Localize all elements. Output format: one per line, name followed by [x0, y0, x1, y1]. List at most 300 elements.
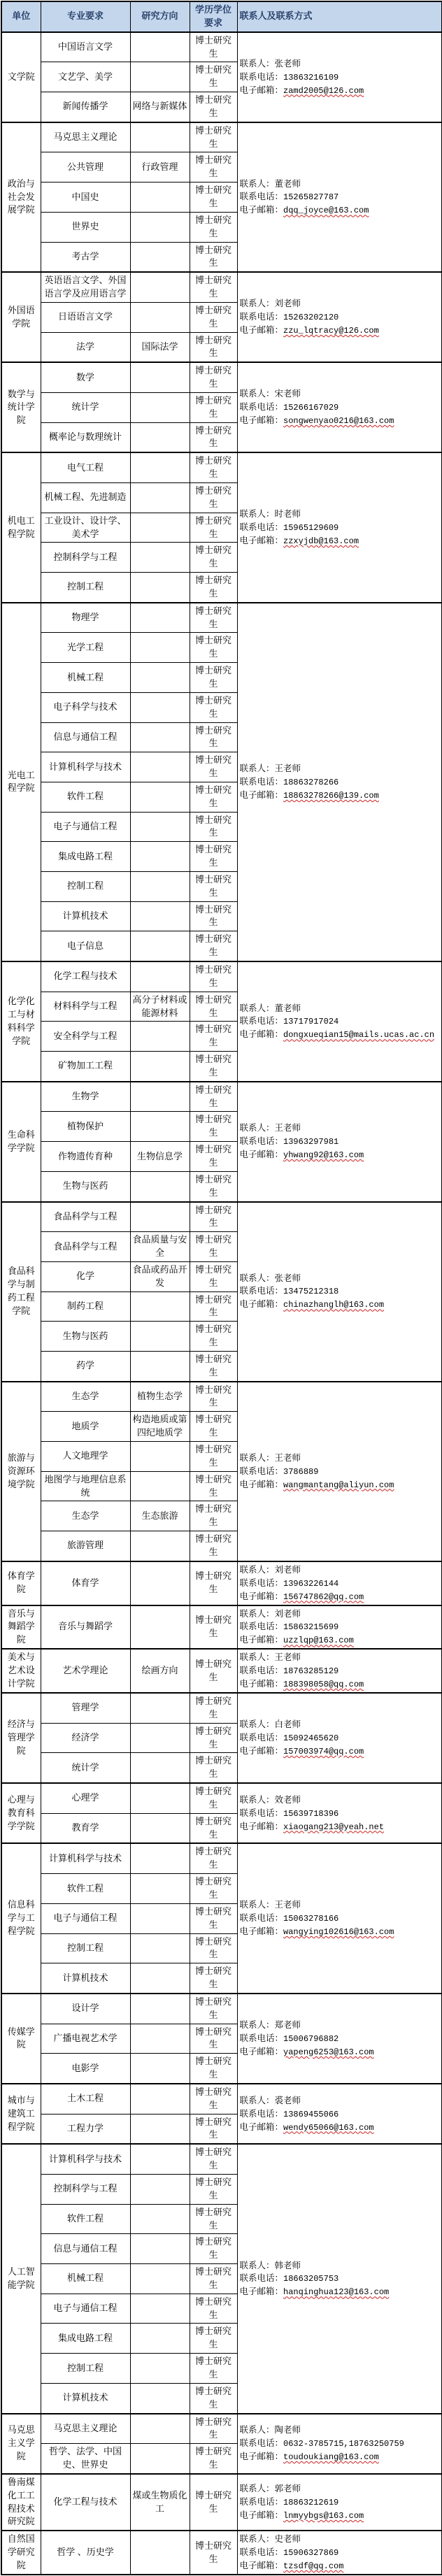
direction-cell [130, 1903, 190, 1933]
major-cell: 控制工程 [41, 871, 130, 901]
contact-label: 联系电话： [239, 402, 284, 413]
contact-label: 联系电话： [239, 1466, 284, 1476]
degree-cell: 博士研究生 [190, 1649, 237, 1693]
contact-label: 联系电话： [239, 1286, 284, 1296]
contact-line [240, 1807, 440, 1820]
contact-label: 电子邮箱： [239, 1821, 284, 1831]
degree-cell: 博士研究生 [190, 122, 237, 152]
degree-cell: 博士研究生 [190, 722, 237, 752]
contact-line [240, 2032, 440, 2045]
direction-cell [130, 1171, 190, 1201]
contact-email: dongxueqian15@mails.ucas.ac.cn [283, 1030, 435, 1040]
contact-cell [237, 2144, 442, 2413]
degree-cell: 博士研究生 [190, 272, 237, 302]
college-name-cell: 光电工程学院 [1, 603, 41, 961]
contact-line [240, 2259, 440, 2273]
college-name-cell: 体育学院 [1, 1561, 41, 1605]
contact-line [240, 1272, 440, 1285]
direction-cell [130, 901, 190, 931]
contact-line [240, 534, 440, 548]
direction-cell [130, 1471, 190, 1501]
direction-cell [130, 752, 190, 782]
contact-line [240, 1731, 440, 1745]
degree-cell: 博士研究生 [190, 603, 237, 633]
direction-cell [130, 2204, 190, 2234]
direction-cell: 绘画方向 [130, 1649, 190, 1693]
major-cell: 教育学 [41, 1813, 130, 1843]
degree-cell: 博士研究生 [190, 2264, 237, 2294]
contact-label: 电子邮箱： [239, 535, 284, 545]
major-cell: 安全科学与工程 [41, 1022, 130, 1052]
major-cell: 作物遗传育种 [41, 1142, 130, 1172]
contact-person: 张老师 [274, 1273, 301, 1283]
table-row [1, 1561, 442, 1605]
contact-line [240, 1608, 440, 1621]
direction-cell [130, 871, 190, 901]
contact-phone: 15092465620 [283, 1733, 339, 1743]
contact-phone: 15266167029 [283, 403, 339, 413]
direction-cell [130, 543, 190, 573]
degree-cell: 博士研究生 [190, 1994, 237, 2024]
contact-line [240, 1820, 440, 1833]
major-cell: 计算机科学与技术 [41, 2144, 130, 2174]
contact-email: chinazhanglh@163.com [283, 1300, 385, 1310]
college-name-cell: 机电工程学院 [1, 452, 41, 602]
major-cell: 控制科学与工程 [41, 543, 130, 573]
direction-cell [130, 931, 190, 961]
direction-cell [130, 2324, 190, 2354]
contact-line [240, 1564, 440, 1577]
table-row [1, 2144, 442, 2174]
direction-cell [130, 32, 190, 62]
degree-cell: 博士研究生 [190, 1933, 237, 1963]
degree-cell: 博士研究生 [190, 901, 237, 931]
college-name-cell: 化学化工与材料科学学院 [1, 961, 41, 1082]
contact-label: 联系人： [239, 178, 275, 189]
contact-label: 电子邮箱： [239, 415, 284, 426]
contact-email: lnmyybgs@163.com [283, 2510, 364, 2521]
contact-cell [237, 32, 442, 122]
table-row [1, 1082, 442, 1112]
direction-cell [130, 483, 190, 513]
contact-person: 白老师 [274, 1719, 301, 1730]
direction-cell [130, 362, 190, 392]
direction-cell [130, 272, 190, 302]
major-cell: 法学 [41, 332, 130, 362]
major-cell: 日语语言文学 [41, 302, 130, 332]
degree-cell: 博士研究生 [190, 32, 237, 62]
contact-line [240, 2272, 440, 2285]
contact-label: 电子邮箱： [239, 1745, 284, 1756]
contact-cell [237, 1202, 442, 1382]
major-cell: 旅游管理 [41, 1531, 130, 1561]
direction-cell [130, 2354, 190, 2384]
contact-phone: 15006796882 [283, 2033, 339, 2044]
contact-line [240, 401, 440, 414]
contact-line [240, 1912, 440, 1925]
major-cell: 中国史 [41, 183, 130, 213]
major-cell: 控制工程 [41, 1933, 130, 1963]
major-cell: 电子与通信工程 [41, 812, 130, 842]
contact-line [240, 2509, 440, 2522]
degree-cell: 博士研究生 [190, 92, 237, 122]
contact-line [240, 1478, 440, 1491]
major-cell: 土木工程 [41, 2084, 130, 2114]
major-cell: 考古学 [41, 242, 130, 272]
degree-cell: 博士研究生 [190, 422, 237, 452]
direction-cell [130, 573, 190, 603]
contact-line [240, 1590, 440, 1603]
degree-cell: 博士研究生 [190, 1112, 237, 1142]
contact-line [240, 2496, 440, 2509]
degree-cell: 博士研究生 [190, 1753, 237, 1783]
header-cell-contact: 联系人及联系方式 [237, 1, 442, 32]
contact-person: 刘老师 [274, 1608, 301, 1619]
college-name-cell: 政治与社会发展学院 [1, 122, 41, 272]
contact-label: 联系电话： [239, 1666, 284, 1675]
contact-line [240, 1677, 440, 1691]
degree-cell: 博士研究生 [190, 752, 237, 782]
contact-line [240, 2094, 440, 2108]
contact-label: 电子邮箱： [239, 205, 284, 215]
contact-label: 联系电话： [239, 2033, 284, 2043]
degree-cell: 博士研究生 [190, 1531, 237, 1561]
major-cell: 化学工程与技术 [41, 961, 130, 992]
contact-person: 刘老师 [274, 299, 301, 309]
contact-person: 王老师 [274, 1900, 301, 1910]
major-cell: 计算机技术 [41, 901, 130, 931]
contact-label: 电子邮箱： [239, 2046, 284, 2056]
degree-cell: 博士研究生 [190, 2234, 237, 2264]
contact-phone: 18863212619 [283, 2497, 339, 2507]
major-cell: 化学工程与技术 [41, 2474, 130, 2531]
degree-cell: 博士研究生 [190, 1142, 237, 1172]
major-cell: 工业设计、设计学、美术学 [41, 513, 130, 543]
degree-cell: 博士研究生 [190, 573, 237, 603]
contact-cell [237, 961, 442, 1082]
direction-cell [130, 692, 190, 722]
direction-cell [130, 1783, 190, 1813]
degree-cell: 博士研究生 [190, 812, 237, 842]
contact-label: 联系人： [239, 2095, 275, 2105]
direction-cell [130, 2414, 190, 2444]
contact-line [240, 1148, 440, 1161]
contact-label: 联系人： [239, 509, 275, 520]
direction-cell: 煤或生物质化工 [130, 2474, 190, 2531]
direction-cell [130, 1813, 190, 1843]
degree-cell: 博士研究生 [190, 1561, 237, 1605]
contact-line [240, 2108, 440, 2121]
contact-phone: 15965129609 [283, 522, 339, 533]
direction-cell: 行政管理 [130, 152, 190, 183]
major-cell: 制药工程 [41, 1291, 130, 1322]
contact-line [240, 1633, 440, 1647]
contact-phone: 13475212318 [283, 1287, 339, 1297]
major-cell: 哲学 、历史学 [41, 2531, 130, 2575]
direction-cell [130, 603, 190, 633]
direction-cell [130, 2383, 190, 2413]
contact-line [240, 2285, 440, 2298]
contact-person: 史老师 [274, 2534, 301, 2545]
direction-cell [130, 212, 190, 242]
degree-cell: 博士研究生 [190, 2324, 237, 2354]
contact-line [240, 2045, 440, 2059]
major-cell: 广播电视艺术学 [41, 2024, 130, 2054]
contact-line [240, 2121, 440, 2134]
contact-person: 张老师 [274, 58, 301, 69]
major-cell: 地图学与地理信息系统 [41, 1471, 130, 1501]
degree-cell: 博士研究生 [190, 543, 237, 573]
table-row [1, 362, 442, 392]
direction-cell [130, 1442, 190, 1472]
direction-cell [130, 1874, 190, 1904]
degree-cell: 博士研究生 [190, 2414, 237, 2444]
direction-cell [130, 1963, 190, 1994]
table-body [1, 32, 442, 2575]
major-cell: 机械工程 [41, 2264, 130, 2294]
degree-cell: 博士研究生 [190, 362, 237, 392]
direction-cell [130, 1531, 190, 1561]
contact-line [240, 775, 440, 789]
contact-label: 电子邮箱： [239, 85, 284, 95]
direction-cell [130, 1723, 190, 1753]
direction-cell [130, 302, 190, 332]
table-row [1, 1994, 442, 2024]
degree-cell: 博士研究生 [190, 2204, 237, 2234]
table-row [1, 1382, 442, 1412]
contact-person: 时老师 [274, 509, 301, 520]
contact-email: zzu_lqtracy@126.com [283, 326, 379, 336]
contact-person: 刘老师 [274, 1564, 301, 1575]
contact-email: tzsdf@qq.com [283, 2561, 344, 2571]
major-cell: 马克思主义理论 [41, 122, 130, 152]
major-cell: 计算机技术 [41, 2383, 130, 2413]
degree-cell: 博士研究生 [190, 1813, 237, 1843]
major-cell: 材料科学与工程 [41, 992, 130, 1022]
table-row [1, 1693, 442, 1723]
contact-person: 裘老师 [274, 2095, 301, 2105]
contact-cell [237, 1382, 442, 1561]
contact-label: 联系人： [239, 2020, 275, 2031]
contact-cell [237, 1605, 442, 1650]
degree-cell: 博士研究生 [190, 2354, 237, 2384]
contact-line [240, 1028, 440, 1041]
degree-cell: 博士研究生 [190, 1605, 237, 1650]
table-row [1, 1202, 442, 1232]
major-cell: 机械工程 [41, 663, 130, 693]
direction-cell: 生物信息学 [130, 1142, 190, 1172]
contact-cell [237, 2414, 442, 2474]
contact-line [240, 1577, 440, 1590]
major-cell: 机械工程、先进制造 [41, 483, 130, 513]
major-cell: 计算机科学与技术 [41, 1843, 130, 1873]
contact-label: 联系人： [239, 1123, 275, 1133]
major-cell: 中国语言文学 [41, 32, 130, 62]
contact-line [240, 310, 440, 324]
degree-cell: 博士研究生 [190, 633, 237, 663]
contact-cell [237, 1082, 442, 1202]
contact-line [240, 1135, 440, 1148]
contact-cell [237, 1649, 442, 1693]
direction-cell: 食品或药品开发 [130, 1261, 190, 1291]
degree-cell: 博士研究生 [190, 2144, 237, 2174]
contact-person: 宋老师 [274, 389, 301, 399]
contact-person: 王老师 [274, 1123, 301, 1133]
major-cell: 生态学 [41, 1382, 130, 1412]
direction-cell [130, 2294, 190, 2324]
contact-label: 联系电话： [239, 1732, 284, 1743]
college-name-cell: 经济与管理学院 [1, 1693, 41, 1783]
contact-email: 188398058@qq.com [283, 1680, 364, 1689]
contact-phone: 15063278166 [283, 1914, 339, 1924]
degree-cell: 博士研究生 [190, 1052, 237, 1082]
contact-label: 联系电话： [239, 192, 284, 202]
contact-line [240, 1794, 440, 1807]
direction-cell [130, 2264, 190, 2294]
contact-line [240, 1745, 440, 1758]
direction-cell [130, 2054, 190, 2084]
contact-cell [237, 272, 442, 362]
major-cell: 生物学 [41, 1082, 130, 1112]
contact-cell [237, 1783, 442, 1843]
degree-cell: 博士研究生 [190, 483, 237, 513]
degree-cell: 博士研究生 [190, 242, 237, 272]
major-cell: 食品科学与工程 [41, 1232, 130, 1262]
contact-label: 联系人： [239, 58, 275, 69]
contact-label: 联系电话： [239, 1622, 284, 1632]
major-cell: 音乐与舞蹈学 [41, 1605, 130, 1650]
contact-line [240, 2437, 440, 2450]
direction-cell [130, 242, 190, 272]
direction-cell [130, 2444, 190, 2474]
contact-cell [237, 1994, 442, 2084]
contact-line [240, 789, 440, 802]
degree-cell: 博士研究生 [190, 152, 237, 183]
contact-label: 联系电话： [239, 1913, 284, 1924]
degree-cell: 博士研究生 [190, 1261, 237, 1291]
college-name-cell: 人工智能学院 [1, 2144, 41, 2413]
degree-cell: 博士研究生 [190, 2175, 237, 2205]
degree-cell: 博士研究生 [190, 1382, 237, 1412]
degree-cell: 博士研究生 [190, 2054, 237, 2084]
contact-phone: 13963297981 [283, 1137, 339, 1147]
degree-cell: 博士研究生 [190, 2114, 237, 2144]
direction-cell [130, 663, 190, 693]
contact-email: songwenyao0216@163.com [283, 416, 394, 427]
direction-cell [130, 422, 190, 452]
major-cell: 工程力学 [41, 2114, 130, 2144]
direction-cell [130, 2144, 190, 2174]
contact-email: 18863278266@139.com [283, 790, 379, 801]
direction-cell [130, 961, 190, 992]
contact-label: 联系电话： [239, 2273, 284, 2284]
table-row [1, 1649, 442, 1693]
degree-cell: 博士研究生 [190, 332, 237, 362]
major-cell: 电子与通信工程 [41, 1903, 130, 1933]
contact-line [240, 1718, 440, 1731]
major-cell: 植物保护 [41, 1112, 130, 1142]
contact-label: 联系电话： [239, 776, 284, 787]
major-cell: 电子与通信工程 [41, 2294, 130, 2324]
contact-cell [237, 2084, 442, 2144]
direction-cell [130, 1933, 190, 1963]
contact-email: wangying102616@163.com [283, 1927, 394, 1938]
major-cell: 马克思主义理论 [41, 2414, 130, 2444]
contact-label: 联系电话： [239, 1136, 284, 1146]
major-cell: 文艺学、美学 [41, 62, 130, 92]
major-cell: 软件工程 [41, 2204, 130, 2234]
table-row [1, 2474, 442, 2531]
degree-cell: 博士研究生 [190, 1022, 237, 1052]
college-name-cell: 数学与统计学院 [1, 362, 41, 452]
contact-line [240, 1620, 440, 1633]
contact-line [240, 1664, 440, 1677]
contact-phone: 3786889 [283, 1466, 319, 1477]
contact-label: 电子邮箱： [239, 1926, 284, 1937]
contact-phone: 18863278266 [283, 777, 339, 787]
direction-cell [130, 122, 190, 152]
direction-cell [130, 1753, 190, 1783]
major-cell: 统计学 [41, 1753, 130, 1783]
major-cell: 控制工程 [41, 573, 130, 603]
contact-line [240, 297, 440, 310]
major-cell: 管理学 [41, 1693, 130, 1723]
contact-line [240, 1465, 440, 1478]
degree-cell: 博士研究生 [190, 1322, 237, 1352]
contact-label: 电子邮箱： [239, 1029, 284, 1040]
direction-cell [130, 842, 190, 872]
contact-line [240, 387, 440, 401]
contact-line [240, 178, 440, 191]
contact-line [240, 1015, 440, 1028]
contact-phone: 13863216109 [283, 72, 339, 83]
degree-cell: 博士研究生 [190, 1843, 237, 1873]
direction-cell [130, 1561, 190, 1605]
degree-cell: 博士研究生 [190, 302, 237, 332]
major-cell: 计算机科学与技术 [41, 752, 130, 782]
degree-cell: 博士研究生 [190, 1783, 237, 1813]
contact-line [240, 1122, 440, 1135]
contact-line [240, 2482, 440, 2496]
major-cell: 电气工程 [41, 452, 130, 482]
contact-label: 电子邮箱： [239, 1299, 284, 1310]
contact-label: 联系电话： [239, 2496, 284, 2507]
degree-cell: 博士研究生 [190, 1501, 237, 1531]
contact-label: 电子邮箱： [239, 1150, 284, 1159]
contact-label: 联系电话： [239, 2108, 284, 2119]
table-row [1, 603, 442, 633]
degree-cell: 博士研究生 [190, 931, 237, 961]
contact-label: 联系人： [239, 1003, 275, 1013]
degree-cell: 博士研究生 [190, 2084, 237, 2114]
contact-label: 联系电话： [239, 71, 284, 82]
contact-line [240, 2546, 440, 2559]
direction-cell [130, 2084, 190, 2114]
college-name-cell: 信息科学与工程学院 [1, 1843, 41, 1993]
degree-cell: 博士研究生 [190, 392, 237, 422]
college-name-cell: 心理与教育科学学院 [1, 1783, 41, 1843]
contact-person: 王老师 [274, 764, 301, 773]
direction-cell [130, 1994, 190, 2024]
college-name-cell: 自然国学研究院 [1, 2531, 41, 2575]
contact-email: xiaogang213@yeah.net [283, 1822, 385, 1832]
contact-email: uzzlqp@163.com [283, 1636, 354, 1646]
major-cell: 生物与医药 [41, 1171, 130, 1201]
major-cell: 信息与通信工程 [41, 2234, 130, 2264]
contact-person: 王老师 [274, 1452, 301, 1463]
major-cell: 英语语言文学、外国语言学及应用语言学 [41, 272, 130, 302]
major-cell: 控制科学与工程 [41, 2175, 130, 2205]
